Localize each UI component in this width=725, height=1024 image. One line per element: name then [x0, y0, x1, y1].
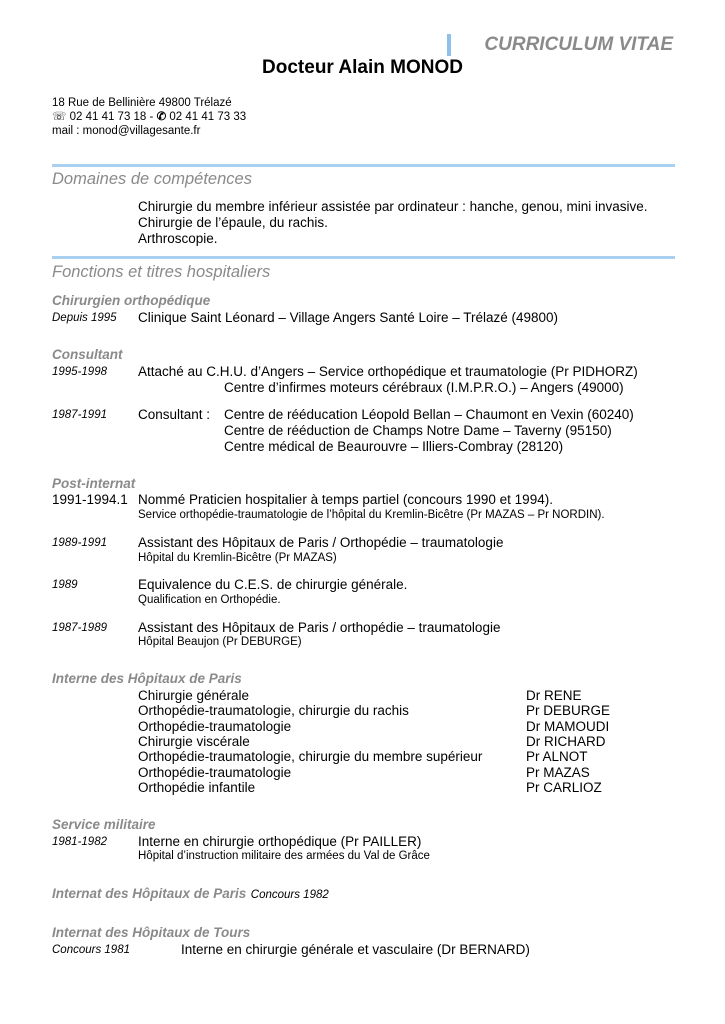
rotation-chief: Pr MAZAS: [526, 765, 590, 780]
entry-text: Assistant des Hôpitaux de Paris / orthopédie – traumatologie: [138, 620, 501, 635]
entry-text: Interne en chirurgie générale et vasculaire (Dr BERNARD): [181, 942, 530, 957]
rotation-service: Orthopédie-traumatologie: [138, 765, 292, 780]
divider: [52, 256, 675, 259]
entry-detail: Hôpital du Kremlin-Bicêtre (Pr MAZAS): [138, 552, 337, 564]
entry-text: Centre d’infirmes moteurs cérébraux (I.M.P.R.O.) – Angers (49000): [224, 380, 624, 395]
phone-line: [52, 110, 246, 124]
entry-text: Interne en chirurgie orthopédique (Pr PAILLER): [138, 834, 422, 849]
internat-paris-line: [52, 885, 329, 903]
entry-text: Clinique Saint Léonard – Village Angers Santé Loire – Trélazé (49800): [138, 310, 559, 325]
fax-number: 02 41 41 73 33: [169, 111, 247, 123]
entry-date: 1989: [52, 579, 78, 591]
rotation-service: Orthopédie-traumatologie, chirurgie du membre supérieur: [138, 749, 483, 764]
entry-detail: Qualification en Orthopédie.: [138, 594, 281, 606]
subsection-title: Internat des Hôpitaux de Paris: [52, 886, 247, 901]
rotation-chief: Pr DEBURGE: [526, 703, 611, 718]
entry-date: Depuis 1995: [52, 312, 117, 324]
entry-date: 1981-1982: [52, 836, 107, 848]
subsection-title: Consultant: [52, 347, 123, 362]
subsection-title: Chirurgien orthopédique: [52, 293, 211, 308]
rotation-service: Orthopédie infantile: [138, 780, 256, 795]
rotation-chief: Dr MAMOUDI: [526, 719, 610, 734]
competence-line: Arthroscopie.: [138, 231, 218, 246]
entry-date: Concours 1981: [52, 944, 130, 956]
entry-detail: Hôpital d’instruction militaire des armées du Val de Grâce: [138, 850, 430, 862]
competence-line: Chirurgie du membre inférieur assistée par ordinateur : hanche, genou, mini invasive.: [138, 199, 648, 214]
entry-text: Equivalence du C.E.S. de chirurgie générale.: [138, 577, 408, 592]
entry-date: 1987-1991: [52, 409, 107, 421]
section-title-competences: Domaines de compétences: [52, 170, 252, 188]
entry-label: Consultant :: [138, 407, 211, 422]
entry-text: Assistant des Hôpitaux de Paris / Orthopédie – traumatologie: [138, 535, 504, 550]
subsection-title: Service militaire: [52, 817, 156, 832]
entry-note: Concours 1982: [250, 889, 329, 901]
entry-text: Centre de rééduction de Champs Notre Dame – Taverny (95150): [224, 423, 612, 438]
phone-icon: ☏: [52, 111, 67, 123]
divider: [52, 164, 675, 167]
entry-date: 1991-1994.1: [52, 492, 128, 507]
rotation-service: Orthopédie-traumatologie: [138, 719, 292, 734]
competence-line: Chirurgie de l’épaule, du rachis.: [138, 215, 328, 230]
entry-text: Centre médical de Beaurouvre – Illiers-Combray (28120): [224, 439, 564, 454]
entry-date: 1995-1998: [52, 366, 107, 378]
entry-detail: Service orthopédie-traumatologie de l’hôpital du Kremlin-Bicêtre (Pr MAZAS – Pr NORDIN).: [138, 509, 605, 521]
entry-text: Nommé Praticien hospitalier à temps partiel (concours 1990 et 1994).: [138, 492, 553, 507]
title-accent-bar: [447, 34, 451, 56]
address: 18 Rue de Bellinière 49800 Trélazé: [52, 97, 232, 109]
page-title: Docteur Alain MONOD: [262, 57, 463, 78]
subsection-title: Interne des Hôpitaux de Paris: [52, 671, 242, 686]
subsection-title: Post-internat: [52, 476, 136, 491]
email: mail : monod@villagesante.fr: [52, 125, 201, 137]
rotation-chief: Pr ALNOT: [526, 749, 588, 764]
rotation-service: Orthopédie-traumatologie, chirurgie du rachis: [138, 703, 409, 718]
rotation-service: Chirurgie générale: [138, 688, 250, 703]
rotation-chief: Dr RICHARD: [526, 734, 606, 749]
cv-title: CURRICULUM VITAE: [484, 34, 673, 55]
rotation-chief: Dr RENE: [526, 688, 582, 703]
entry-text: Centre de rééducation Léopold Bellan – Chaumont en Vexin (60240): [224, 407, 634, 422]
rotation-chief: Pr CARLIOZ: [526, 780, 602, 795]
entry-date: 1987-1989: [52, 622, 107, 634]
phone-number: 02 41 41 73 18 -: [69, 111, 154, 123]
subsection-title: Internat des Hôpitaux de Tours: [52, 925, 251, 940]
entry-detail: Hôpital Beaujon (Pr DEBURGE): [138, 636, 302, 648]
section-title-fonctions: Fonctions et titres hospitaliers: [52, 263, 271, 281]
fax-icon: ✆: [156, 111, 167, 123]
entry-date: 1989-1991: [52, 537, 107, 549]
rotation-service: Chirurgie viscérale: [138, 734, 250, 749]
entry-text: Attaché au C.H.U. d’Angers – Service orthopédique et traumatologie (Pr PIDHORZ): [138, 364, 638, 379]
